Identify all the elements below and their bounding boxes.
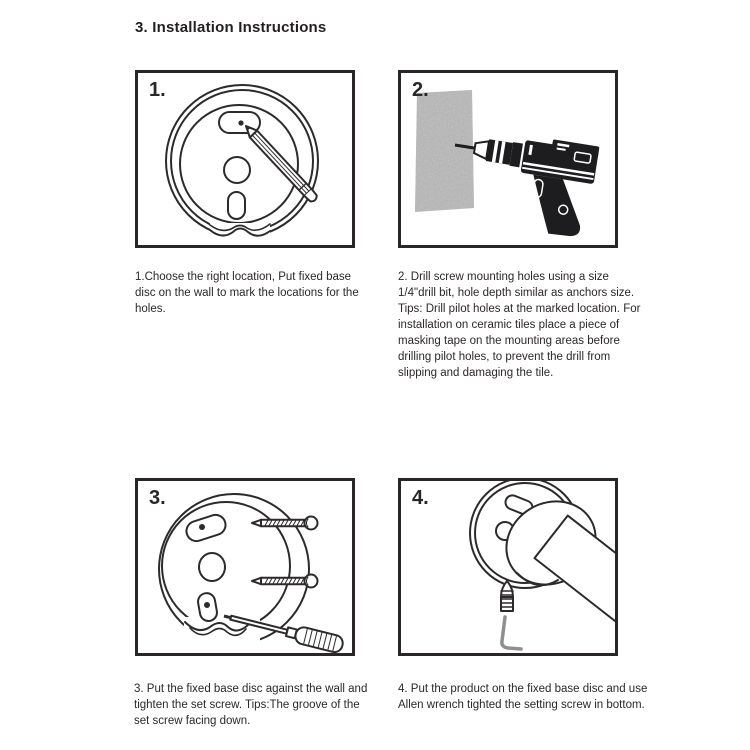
section-title: 3. Installation Instructions bbox=[135, 19, 327, 36]
step3-number-label: 3. bbox=[149, 487, 166, 509]
base-disc-pencil-icon bbox=[138, 73, 352, 245]
mounting-screw-bottom bbox=[252, 575, 318, 588]
step2-caption bbox=[398, 269, 642, 381]
step2-caption-text: 2. Drill screw mounting holes using a size 1/4"drill bit, hole depth similar as anchors size. bbox=[398, 271, 635, 299]
step3-caption bbox=[134, 681, 377, 729]
disc-screws-screwdriver-icon bbox=[138, 481, 352, 653]
step4-caption-text: 4. Put the product on the fixed base disc and use Allen wrench tighted the setting screw in bottom. bbox=[398, 683, 648, 711]
product-mounting-icon bbox=[401, 481, 615, 653]
set-screw bbox=[501, 581, 513, 611]
step2-number-label: 2. bbox=[412, 79, 429, 101]
step1-caption-text: 1.Choose the right location, Put fixed base disc on the wall to mark the locations for the holes. bbox=[135, 271, 359, 315]
step2-figure-box bbox=[398, 70, 618, 248]
step4-figure-box bbox=[398, 478, 618, 656]
allen-wrench bbox=[502, 617, 521, 649]
step1-number-label: 1. bbox=[149, 79, 166, 101]
step4-number-label: 4. bbox=[412, 487, 429, 509]
step2-tips-text: Tips: Drill pilot holes at the marked location. For installation on ceramic tiles place a piece of masking tape on the mounting areas before drilling pilot holes, to prevent the drill from slipping and damaging the tile. bbox=[398, 303, 641, 379]
mounting-screw-top bbox=[252, 517, 318, 530]
step4-caption bbox=[398, 681, 649, 713]
step3-caption-text: 3. Put the fixed base disc against the wall and tighten the set screw. Tips:The groove of the set screw facing down. bbox=[134, 683, 368, 727]
step3-figure-box bbox=[135, 478, 355, 656]
drill-wall-icon bbox=[401, 73, 615, 245]
step1-figure-box bbox=[135, 70, 355, 248]
step1-caption bbox=[135, 269, 372, 317]
